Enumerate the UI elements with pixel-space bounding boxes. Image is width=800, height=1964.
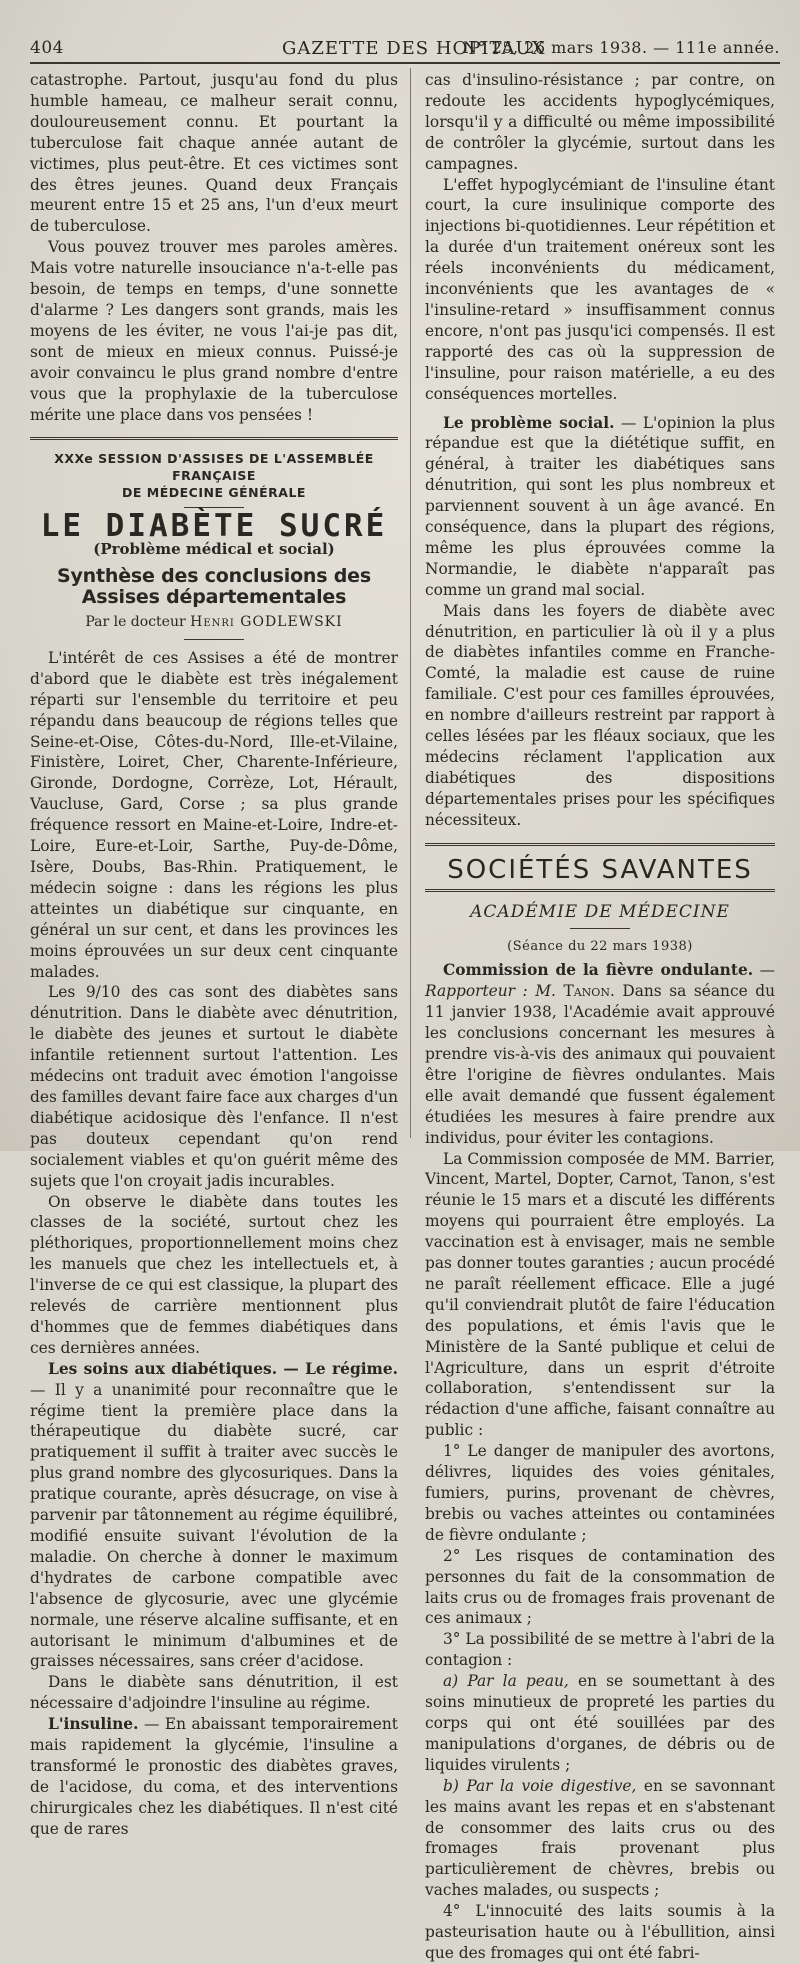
dash: — [753, 961, 775, 980]
paragraph: Mais dans les foyers de diabète avec dénutrition, en particulier là où il y a plus de diabètes infantiles comme en Franche-Comté, la maladie est cause de ruine familiale. C'est pour ces familles éprouvées, en nombre d'ailleurs restreint par rapport à celles lésées par les fléaux sociaux, que les médecins réclament l'application aux diabétiques des dispositions départementales prises pour les spécifiques nécessiteux. [425, 601, 775, 829]
paragraph-text: . Dans sa séance du 11 janvier 1938, l'Académie avait approuvé les conclusions concernant les mesures à prendre vis-à-vis des animaux qui pouvaient être l'origine de fièvres ondulantes. Mais elle avait demandé que fussent également étudiées les mesures à faire prendre aux individus, pour éviter les contagions. [425, 982, 775, 1147]
section-rule [425, 843, 775, 846]
list-item: 4° L'innocuité des laits soumis à la pasteurisation haute ou à l'ébullition, ainsi que des fromages qui ont été fabri- [425, 1902, 775, 1962]
byline-prefix: Par le docteur [85, 614, 191, 631]
header-rule [30, 62, 780, 64]
column-divider [410, 68, 411, 1138]
section-rule [425, 889, 775, 892]
item-label: a) Par la peau, [443, 1672, 569, 1691]
paragraph: catastrophe. Partout, jusqu'au fond du plus humble hameau, ce malheur serait connu, douloureusement connu. Et pourtant la tuberculose fait chaque année autant de victimes, plus peut-être. Et ces victimes sont des êtres jeunes. Quand deux Français meurent entre 15 et 25 ans, l'un d'eux meurt de tuberculose. [30, 71, 398, 236]
run-in-heading: Les soins aux diabétiques. — Le régime. [48, 1359, 398, 1378]
article-synthesis-title: Synthèse des conclusions des Assises départementales [57, 565, 371, 609]
paragraph: La Commission composée de MM. Barrier, Vincent, Martel, Dopter, Carnot, Tanon, s'est réunie le 15 mars et a discuté les différents moyens qui pourraient être employés. La vaccination est à envisager, mais ne semble pas donner toutes garanties ; aucun procédé ne paraît réellement efficace. Elle a jugé qu'il conviendrait plutôt de faire l'éducation des populations, et émis l'avis que le Ministère de la Santé publique et celui de l'Agriculture, dans un esprit d'étroite collaboration, s'entendissent sur la rédaction d'une affiche, faisant connaître au public : [425, 1149, 775, 1440]
list-item: 2° Les risques de contamination des personnes du fait de la consommation de laits crus ou de fromages frais provenant de ces animaux ; [425, 1546, 775, 1628]
journal-title: GAZETTE DES HOPITAUX [282, 38, 546, 59]
section-rule [30, 437, 398, 440]
paragraph [30, 1714, 398, 1839]
paragraph: Vous pouvez trouver mes paroles amères. Mais votre naturelle insouciance n'a-t-elle pas besoin, de temps en temps, d'une sonnette d'alarme ? Les dangers sont grands, mais les moyens de les éviter, ne vous l'ai-je pas dit, sont de mieux en mieux connus. Puissé-je avoir convaincu le plus grand nombre d'entre vous que la prophylaxie de la tuberculose mérite une place dans vos pensées ! [30, 238, 398, 424]
paragraph: On observe le diabète dans toutes les classes de la société, surtout chez les pléthoriques, proportionnellement moins chez les manuels que chez les intellectuels et, à l'inverse de ce qui est classique, la plupart des relevés de carrière mentionnent plus d'hommes que de femmes diabétiques dans ces dernières années. [30, 1192, 398, 1357]
paragraph: Les 9/10 des cas sont des diabètes sans dénutrition. Dans le diabète avec dénutrition, le diabète des jeunes et surtout le diabète infantile retiennent surtout l'attention. Les médecins ont traduit avec émotion l'angoisse des familles devant faire face aux charges d'un diabétique acidosique dès l'enfance. Il n'est pas douteux cependant qu'on rend socialement viables et qu'on guérit même des sujets que l'on croyait jadis incurables. [30, 983, 398, 1190]
article-title: LE DIABÈTE SUCRÉ [40, 508, 388, 545]
paragraph-text: — L'opinion la plus répandue est que la diététique suffit, en général, à traiter les diabétiques sans dénutrition, qui sont les plus nombreux et parviennent souvent à un âge avancé. En conséquence, dans la plupart des régions, même les plus éprouvées comme la Normandie, le diabète n'apparaît pas comme un grand mal social. [425, 413, 775, 599]
list-item: 3° La possibilité de se mettre à l'abri de la contagion : [425, 1630, 775, 1670]
page-number: 404 [30, 38, 64, 58]
list-item [425, 1671, 775, 1776]
paragraph [425, 413, 775, 601]
paragraph [425, 960, 775, 1148]
short-rule [184, 639, 244, 640]
article-subtitle: (Problème médical et social) [93, 540, 335, 559]
byline [30, 612, 398, 633]
run-in-heading: Le problème social. [443, 413, 615, 432]
issue-date: N° 25, 26 mars 1938. — 111e année. [463, 38, 780, 57]
rapporteur-name: Tanon [563, 982, 610, 1001]
paragraph [30, 1359, 398, 1673]
author-name: Henri GODLEWSKI [190, 614, 343, 631]
paragraph: L'intérêt de ces Assises a été de montrer d'abord que le diabète est très inégalement réparti sur l'ensemble du territoire et peu répandu dans beaucoup de régions telles que Seine-et-Oise, Côtes-du-Nord, Ille-et-Vilaine, Finistère, Loiret, Cher, Charente-Inférieure, Gironde, Dordogne, Corrèze, Lot, Hérault, Vaucluse, Gard, Corse ; sa plus grande fréquence ressort en Maine-et-Loire, Indre-et-Loire, Eure-et-Loir, Sarthe, Puy-de-Dôme, Isère, Doubs, Bas-Rhin. Pratiquement, le médecin soigne : dans les régions les plus atteintes un diabétique sur cinquante, en général un sur cent, et dans les provinces les moins éprouvées un sur deux cent cinquante malades. [30, 648, 398, 981]
item-text: en se soumettant à des soins minutieux de propreté les parties du corps qui ont été souillées par des manipulations d'organes, de débris ou de liquides virulents ; [425, 1672, 775, 1774]
item-text: en se savonnant les mains avant les repas et en s'abstenant de consommer des laits crus ou des fromages frais provenant plus particulièrement de chèvres, brebis ou vaches malades, ou suspects ; [425, 1776, 775, 1900]
run-in-heading: Commission de la fièvre ondulante. [443, 961, 754, 980]
subsection-title: ACADÉMIE DE MÉDECINE [470, 901, 730, 922]
section-title: SOCIÉTÉS SAVANTES [447, 854, 753, 885]
session-line: XXXe SESSION D'ASSISES DE L'ASSEMBLÉE FRANÇAISE [54, 451, 374, 484]
session-date: (Séance du 22 mars 1938) [507, 939, 693, 955]
paragraph: L'effet hypoglycémiant de l'insuline étant court, la cure insulinique comporte des injections bi-quotidiennes. Leur répétition et la durée d'un traitement onéreux sont les réels inconvénients du médicament, inconvénients que les avantages de « l'insuline-retard » insuffisamment connus encore, n'ont pas jusqu'ici compensés. Il est rapporté des cas où la suppression de l'insuline, pour raison matérielle, a eu des conséquences mortelles. [425, 175, 775, 403]
page-header [30, 38, 780, 60]
paragraph: cas d'insulino-résistance ; par contre, on redoute les accidents hypoglycémiques, lorsqu'il y a difficulté ou même impossibilité de contrôler la glycémie, surtout dans les campagnes. [425, 71, 775, 173]
short-rule [570, 928, 630, 929]
list-item [425, 1776, 775, 1901]
session-line: DE MÉDECINE GÉNÉRALE [122, 485, 306, 501]
paragraph: Dans le diabète sans dénutrition, il est nécessaire d'adjoindre l'insuline au régime. [30, 1673, 398, 1713]
left-column [30, 70, 398, 1840]
session-heading [30, 450, 398, 501]
paragraph-text: — Il y a unanimité pour reconnaître que le régime tient la première place dans la thérapeutique du diabète sucré, car pratiquement il suffit à traiter avec succès le plus grand nombre des glycosuriques. Dans la pratique courante, après désucrage, on vise à parvenir par tâtonnement au régime équilibré, modifié ensuite suivant l'évolution de la maladie. On cherche à donner le maximum d'hydrates de carbone compatible avec l'absence de glycosurie, avec une glycémie normale, une réserve alcaline suffisante, et en autorisant le minimum d'albumines et de graisses nécessaires, sans créer d'acidose. [30, 1380, 398, 1671]
paragraph-text: — En abaissant temporairement mais rapidement la glycémie, l'insuline a transformé le pronostic des diabètes graves, de l'acidose, du coma, et des interventions chirurgicales chez les diabétiques. Il n'est cité que de rares [30, 1715, 398, 1838]
list-item: 1° Le danger de manipuler des avortons, délivres, liquides des voies génitales, fumiers, purins, provenant de chèvres, brebis ou vaches atteintes ou contaminées de fièvre ondulante ; [425, 1442, 775, 1544]
rapporteur-label: Rapporteur : M. [425, 982, 564, 1001]
item-label: b) Par la voie digestive, [443, 1776, 637, 1795]
run-in-heading: L'insuline. [48, 1715, 139, 1734]
right-column [425, 70, 775, 1964]
